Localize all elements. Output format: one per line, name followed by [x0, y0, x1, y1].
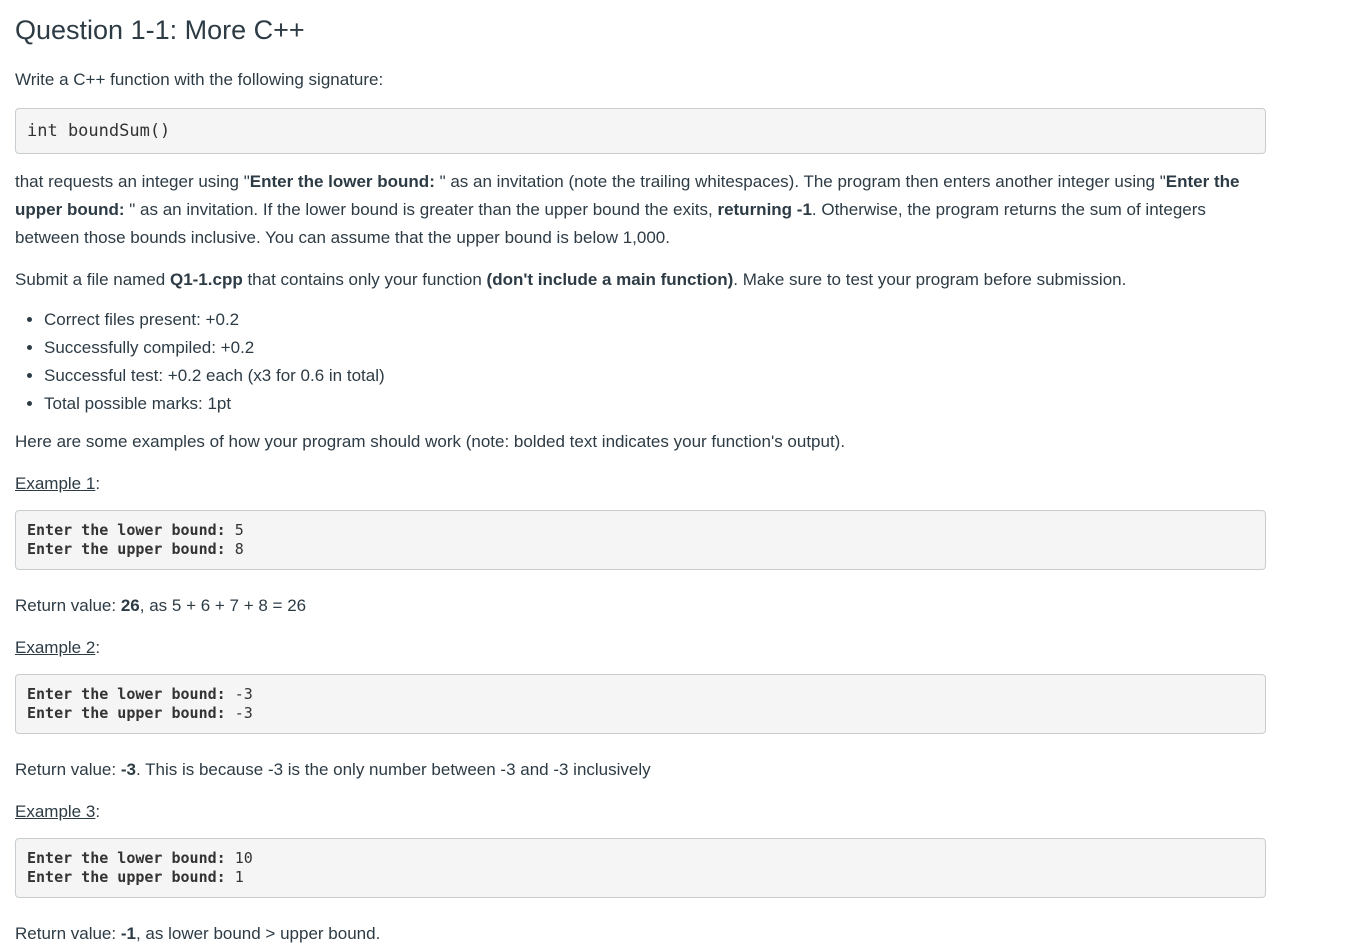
signature-code-block	[15, 108, 1266, 154]
return-value: -1	[120, 924, 136, 944]
example-label: Example 2	[15, 638, 96, 658]
lower-input: -3	[225, 685, 253, 704]
list-item: • Successfully compiled: +0.2	[44, 334, 1266, 362]
example-1: Example 1:	[15, 470, 1266, 498]
submit-paragraph	[15, 266, 1266, 294]
example-code-block	[15, 510, 1266, 570]
lower-input: 5	[225, 521, 244, 540]
submit-text: that contains only your function	[242, 270, 487, 290]
submit-text: Submit a file named	[15, 270, 170, 290]
return-value: -3	[120, 760, 136, 780]
lower-input: 10	[225, 849, 253, 868]
return-explanation: , as 5 + 6 + 7 + 8 = 26	[139, 596, 307, 616]
return-label: Return value:	[15, 924, 121, 944]
return-explanation: . This is because -3 is the only number between -3 and -3 inclusively	[135, 760, 651, 780]
upper-prompt: Enter the upper bound:	[27, 540, 226, 559]
list-item: • Correct files present: +0.2	[44, 306, 1266, 334]
lower-prompt: Enter the lower bound:	[27, 521, 226, 540]
description-paragraph	[15, 168, 1266, 252]
return-label: Return value:	[15, 760, 121, 780]
signature-code: int boundSum()	[27, 121, 171, 142]
desc-bold-upper-prompt: Enter the upper bound:	[15, 172, 1240, 220]
submit-filename: Q1-1.cpp	[169, 270, 243, 290]
desc-text: that requests an integer using "	[15, 172, 250, 192]
submit-text: . Make sure to test your program before submission.	[733, 270, 1127, 290]
example-3: Example 3:	[15, 798, 1266, 826]
example-2: Example 2:	[15, 634, 1266, 662]
example-code-block	[15, 674, 1266, 734]
lower-prompt: Enter the lower bound:	[27, 685, 226, 704]
page-title: Question 1-1: More C++	[15, 15, 305, 45]
desc-text: " as an invitation (note the trailing whitespaces). The program then enters another integer using "	[439, 172, 1166, 192]
marks-list	[15, 306, 1266, 418]
upper-input: -3	[225, 704, 253, 723]
submit-no-main: (don't include a main function)	[486, 270, 734, 290]
example-return	[15, 920, 1266, 948]
intro-text: Write a C++ function with the following signature:	[15, 70, 384, 90]
return-value: 26	[120, 596, 140, 616]
example-code-block	[15, 838, 1266, 898]
upper-input: 1	[225, 868, 244, 887]
desc-text: . Otherwise, the program returns the sum of integers between those bounds inclusive. You can assume that the upper bound is below 1,000.	[15, 200, 1206, 248]
examples-intro: Here are some examples of how your program should work (note: bolded text indicates your function's output).	[15, 432, 846, 452]
example-label: Example 1	[15, 474, 96, 494]
example-return	[15, 592, 1266, 620]
lower-prompt: Enter the lower bound:	[27, 849, 226, 868]
example-return	[15, 756, 1266, 784]
desc-bold-returning: returning -1	[717, 200, 812, 220]
list-item: • Successful test: +0.2 each (x3 for 0.6 in total)	[44, 362, 1266, 390]
example-label: Example 3	[15, 802, 96, 822]
desc-bold-lower-prompt: Enter the lower bound:	[249, 172, 440, 192]
return-explanation: , as lower bound > upper bound.	[135, 924, 381, 944]
return-label: Return value:	[15, 596, 121, 616]
list-item: • Total possible marks: 1pt	[44, 390, 1266, 418]
desc-text: " as an invitation. If the lower bound is greater than the upper bound the exits,	[129, 200, 718, 220]
upper-prompt: Enter the upper bound:	[27, 868, 226, 887]
upper-input: 8	[225, 540, 244, 559]
upper-prompt: Enter the upper bound:	[27, 704, 226, 723]
